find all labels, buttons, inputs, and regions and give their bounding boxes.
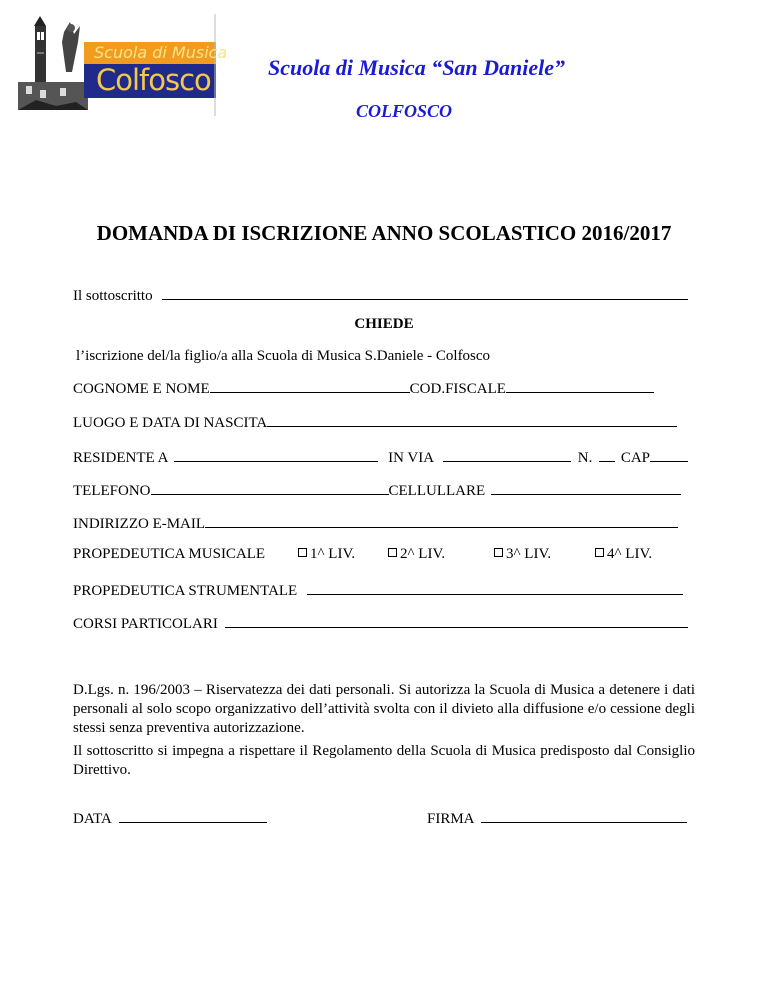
checkbox-icon[interactable] <box>298 548 307 557</box>
form-title: DOMANDA DI ISCRIZIONE ANNO SCOLASTICO 2016/2017 <box>96 221 672 245</box>
luogo-data-nascita-field[interactable] <box>267 412 677 427</box>
residente-label: RESIDENTE A <box>73 450 168 466</box>
cap-field[interactable] <box>650 447 688 462</box>
via-label: IN VIA <box>388 450 434 466</box>
residenza-row <box>73 447 688 467</box>
sottoscritto-row <box>73 285 688 305</box>
school-logo <box>16 12 228 116</box>
corsi-row <box>73 613 688 633</box>
propedeutica-strumentale-field[interactable] <box>307 580 683 595</box>
cap-label: CAP <box>620 450 651 466</box>
cellulare-field[interactable] <box>491 480 681 495</box>
cognome-nome-label: COGNOME E NOME <box>73 381 210 397</box>
school-name: Scuola di Musica “San Daniele” <box>268 55 566 80</box>
corsi-particolari-label: CORSI PARTICOLARI <box>73 616 218 632</box>
iscrizione-text: l’iscrizione del/la figlio/a alla Scuola di Musica S.Daniele - Colfosco <box>76 348 491 364</box>
data-field[interactable] <box>119 808 267 823</box>
cognome-row <box>73 378 654 398</box>
sottoscritto-field[interactable] <box>162 285 688 300</box>
email-row <box>73 513 678 533</box>
checkbox-icon[interactable] <box>388 548 397 557</box>
numero-label: N. <box>577 450 593 466</box>
level-label-2: 2^ LIV. <box>400 546 446 562</box>
firma-label: FIRMA <box>427 811 474 827</box>
telefono-label: TELEFONO <box>73 483 151 499</box>
level-label-4: 4^ LIV. <box>607 546 653 562</box>
luogo-data-nascita-label: LUOGO E DATA DI NASCITA <box>73 415 268 431</box>
checkbox-icon[interactable] <box>494 548 503 557</box>
level-option-4[interactable] <box>595 544 652 564</box>
regolamento-paragraph: Il sottoscritto si impegna a rispettare il Regolamento della Scuola di Musica predisposto dal Consiglio Direttivo. <box>73 743 695 778</box>
email-field[interactable] <box>205 513 678 528</box>
cellulare-label: CELLULLARE <box>388 483 486 499</box>
cognome-nome-field[interactable] <box>210 378 410 393</box>
privacy-paragraph: D.Lgs. n. 196/2003 – Riservatezza dei dati personali. Si autorizza la Scuola di Musica a detenere i dati personali al solo scopo organizzativo dell’attività svolta con il divieto alla diffusione e/o cessione degli stessi senza preventiva autorizzazione. <box>73 682 695 736</box>
data-row <box>73 808 267 828</box>
telefono-field[interactable] <box>151 480 389 495</box>
telefono-row <box>73 480 681 500</box>
numero-field[interactable] <box>599 447 615 462</box>
level-option-3[interactable] <box>494 544 551 564</box>
propedeutica-strumentale-label: PROPEDEUTICA STRUMENTALE <box>73 583 298 599</box>
checkbox-icon[interactable] <box>595 548 604 557</box>
corsi-particolari-field[interactable] <box>225 613 688 628</box>
propedeutica-musicale-label: PROPEDEUTICA MUSICALE <box>73 546 266 562</box>
cod-fiscale-field[interactable] <box>506 378 654 393</box>
level-label-3: 3^ LIV. <box>506 546 552 562</box>
level-option-1[interactable] <box>298 544 355 564</box>
level-option-2[interactable] <box>388 544 445 564</box>
via-field[interactable] <box>443 447 571 462</box>
firma-row <box>427 808 687 828</box>
email-label: INDIRIZZO E-MAIL <box>73 516 206 532</box>
strumentale-row <box>73 580 683 600</box>
cod-fiscale-label: COD.FISCALE <box>409 381 506 397</box>
chiede-heading: CHIEDE <box>354 316 414 332</box>
logo-text-line1: Scuola di Musica <box>94 43 228 62</box>
school-town: COLFOSCO <box>356 101 453 121</box>
level-label-1: 1^ LIV. <box>310 546 356 562</box>
firma-field[interactable] <box>481 808 687 823</box>
logo-text-line2: Colfosco <box>96 63 211 97</box>
data-label: DATA <box>73 811 111 827</box>
nascita-row <box>73 412 677 432</box>
residente-field[interactable] <box>174 447 378 462</box>
sottoscritto-label: Il sottoscritto <box>73 288 153 304</box>
